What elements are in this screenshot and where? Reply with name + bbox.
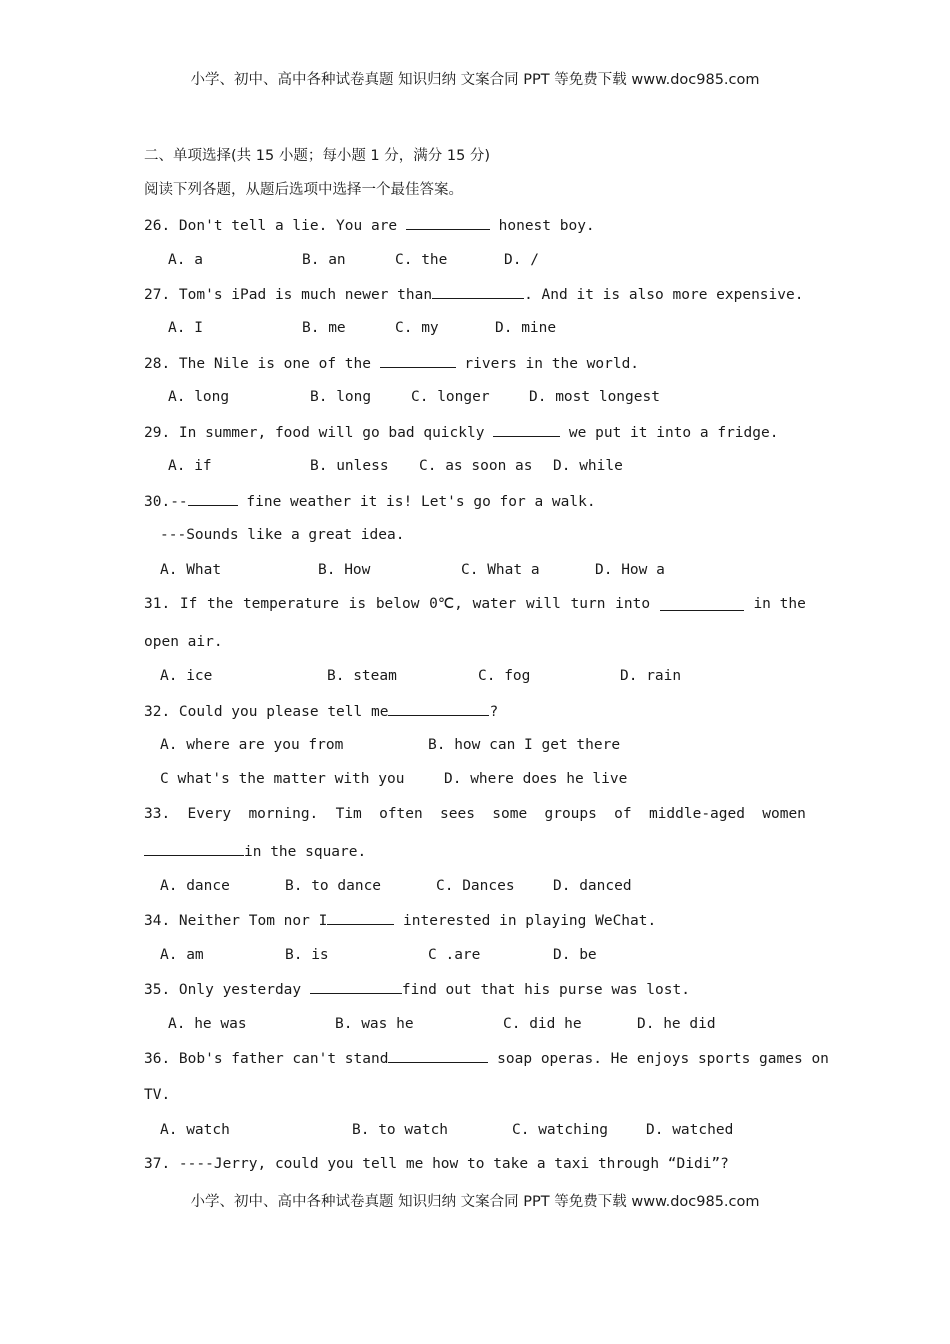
- question-30-reply: ---Sounds like a great idea.: [160, 527, 405, 543]
- q32-option-d: D. where does he live: [444, 771, 628, 787]
- q28-option-a: A. long: [168, 389, 230, 405]
- q31-option-a: A. ice: [160, 668, 213, 684]
- question-29: 29. In summer, food will go bad quickly we put it into a fridge.: [144, 422, 778, 443]
- q29-option-a: A. if: [168, 458, 212, 474]
- q36-option-d: D. watched: [646, 1122, 734, 1138]
- question-33-continued: in the square.: [144, 841, 366, 862]
- q29-option-c: C. as soon as: [419, 458, 533, 474]
- q29-option-b: B. unless: [310, 458, 389, 474]
- question-31-continued: open air.: [144, 634, 223, 650]
- q27-option-a: A. I: [168, 320, 203, 336]
- question-37: 37. ----Jerry, could you tell me how to take a taxi through “Didi”?: [144, 1156, 729, 1172]
- question-28: 28. The Nile is one of the rivers in the world.: [144, 353, 639, 374]
- q27-option-d: D. mine: [495, 320, 557, 336]
- q29-option-d: D. while: [553, 458, 623, 474]
- answer-blank: [380, 353, 456, 368]
- answer-blank: [144, 841, 244, 856]
- q36-option-c: C. watching: [512, 1122, 609, 1138]
- question-33: 33. Every morning. Tim often sees some groups of middle-aged women: [144, 806, 806, 822]
- q33-option-a: A. dance: [160, 878, 230, 894]
- q31-option-d: D. rain: [620, 668, 682, 684]
- q33-option-c: C. Dances: [436, 878, 515, 894]
- q32-option-c: C what's the matter with you: [160, 771, 405, 787]
- q28-option-b: B. long: [310, 389, 372, 405]
- q26-option-b: B. an: [302, 252, 346, 268]
- q34-option-c: C .are: [428, 947, 481, 963]
- answer-blank: [406, 215, 490, 230]
- q34-option-a: A. am: [160, 947, 204, 963]
- answer-blank: [310, 979, 402, 994]
- q34-option-b: B. is: [285, 947, 329, 963]
- question-36-continued: TV.: [144, 1087, 171, 1103]
- q35-option-a: A. he was: [168, 1016, 247, 1032]
- q35-option-d: D. he did: [637, 1016, 716, 1032]
- page-header: 小学、初中、高中各种试卷真题 知识归纳 文案合同 PPT 等免费下载 www.doc985.com: [190, 72, 760, 88]
- answer-blank: [188, 491, 238, 506]
- question-36: 36. Bob's father can't stand soap operas. He enjoys sports games on: [144, 1048, 829, 1069]
- q32-option-b: B. how can I get there: [428, 737, 621, 753]
- question-34: 34. Neither Tom nor I interested in playing WeChat.: [144, 910, 656, 931]
- q26-option-d: D. /: [504, 252, 539, 268]
- q28-option-d: D. most longest: [529, 389, 660, 405]
- q35-option-b: B. was he: [335, 1016, 414, 1032]
- section-instruction: 阅读下列各题，从题后选项中选择一个最佳答案。: [144, 182, 463, 198]
- q31-option-b: B. steam: [327, 668, 397, 684]
- q31-option-c: C. fog: [478, 668, 531, 684]
- q26-option-a: A. a: [168, 252, 203, 268]
- answer-blank: [388, 701, 489, 716]
- answer-blank: [660, 596, 744, 611]
- q33-option-b: B. to dance: [285, 878, 382, 894]
- q34-option-d: D. be: [553, 947, 597, 963]
- question-35: 35. Only yesterday find out that his purse was lost.: [144, 979, 690, 1000]
- page-footer: 小学、初中、高中各种试卷真题 知识归纳 文案合同 PPT 等免费下载 www.doc985.com: [190, 1194, 760, 1210]
- q28-option-c: C. longer: [411, 389, 490, 405]
- q33-option-d: D. danced: [553, 878, 632, 894]
- q36-option-a: A. watch: [160, 1122, 230, 1138]
- q26-option-c: C. the: [395, 252, 448, 268]
- q32-option-a: A. where are you from: [160, 737, 344, 753]
- question-31: 31. If the temperature is below 0℃, water will turn into in the: [144, 596, 806, 612]
- answer-blank: [432, 284, 524, 299]
- q30-option-c: C. What a: [461, 562, 540, 578]
- question-30: 30.-- fine weather it is! Let's go for a walk.: [144, 491, 596, 512]
- question-32: 32. Could you please tell me ?: [144, 701, 498, 722]
- q30-option-d: D. How a: [595, 562, 665, 578]
- q30-option-a: A. What: [160, 562, 222, 578]
- q27-option-b: B. me: [302, 320, 346, 336]
- q30-option-b: B. How: [318, 562, 371, 578]
- question-26: 26. Don't tell a lie. You are honest boy.: [144, 215, 595, 236]
- question-27: 27. Tom's iPad is much newer than . And it is also more expensive.: [144, 284, 803, 305]
- answer-blank: [493, 422, 560, 437]
- q35-option-c: C. did he: [503, 1016, 582, 1032]
- answer-blank: [388, 1048, 488, 1063]
- q36-option-b: B. to watch: [352, 1122, 449, 1138]
- answer-blank: [327, 910, 394, 925]
- q27-option-c: C. my: [395, 320, 439, 336]
- section-title: 二、单项选择(共 15 小题；每小题 1 分，满分 15 分): [144, 148, 491, 164]
